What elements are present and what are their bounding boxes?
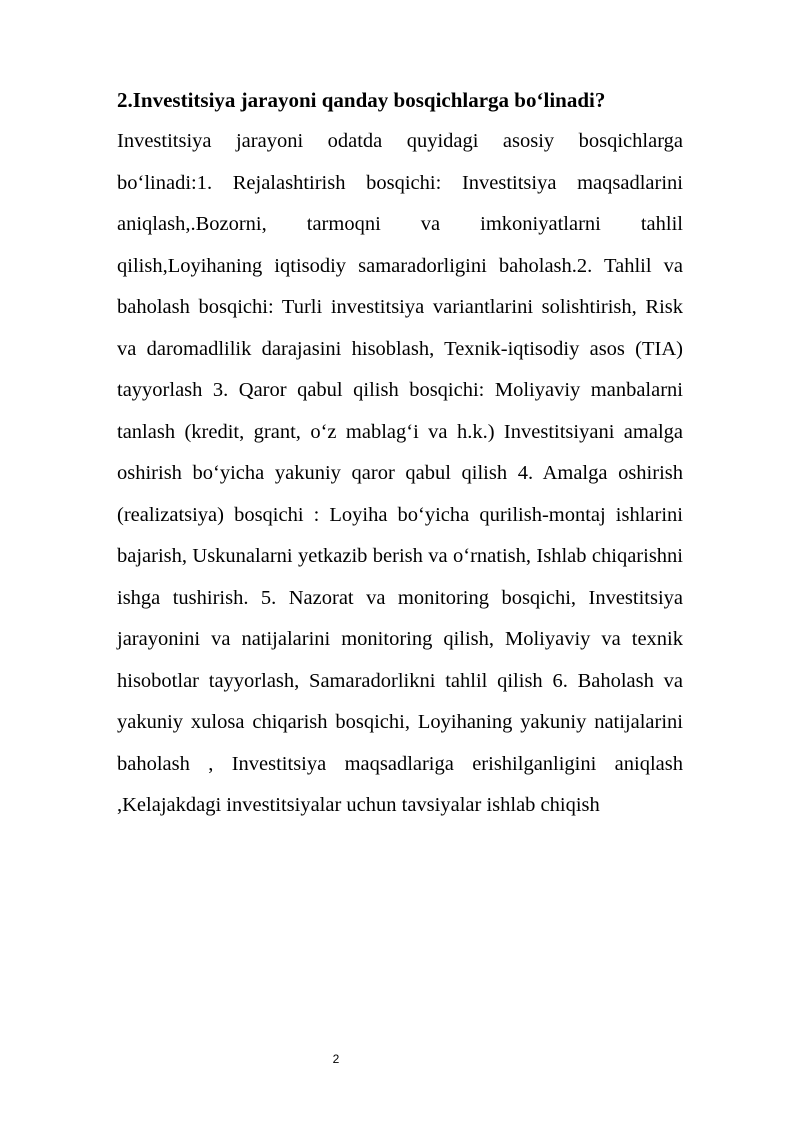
page-number: 2 bbox=[332, 1052, 340, 1066]
body-paragraph: Investitsiya jarayoni odatda quyidagi asosiy bosqichlarga bo‘linadi:1. Rejalashtirish bosqichi: Investitsiya maqsadlarini aniqlash,.Bozorni, tarmoqni va imkoniyatlarni tahlil qilish,Loyihaning iqtisodiy samaradorligini baholash.2. Tahlil va baholash bosqichi: Turli investitsiya variantlarini solishtirish, Risk va daromadlilik darajasini hisoblash, Texnik-iqtisodiy asos (TIA) tayyorlash 3. Qaror qabul qilish bosqichi: Moliyaviy manbalarni tanlash (kredit, grant, o‘z mablag‘i va h.k.) Investitsiyani amalga oshirish bo‘yicha yakuniy qaror qabul qilish 4. Amalga oshirish (realizatsiya) bosqichi : Loyiha bo‘yicha qurilish-montaj ishlarini bajarish, Uskunalarni yetkazib berish va o‘rnatish, Ishlab chiqarishni ishga tushirish. 5. Nazorat va monitoring bosqichi, Investitsiya jarayonini va natijalarini monitoring qilish, Moliyaviy va texnik hisobotlar tayyorlash, Samaradorlikni tahlil qilish 6. Baholash va yakuniy xulosa chiqarish bosqichi, Loyihaning yakuniy natijalarini baholash , Investitsiya maqsadlariga erishilganligini aniqlash ,Kelajakdagi investitsiyalar uchun tavsiyalar ishlab chiqish bbox=[117, 130, 683, 816]
section-heading: 2.Investitsiya jarayoni qanday bosqichlarga bo‘linadi? bbox=[117, 88, 606, 112]
page-content bbox=[117, 80, 683, 827]
